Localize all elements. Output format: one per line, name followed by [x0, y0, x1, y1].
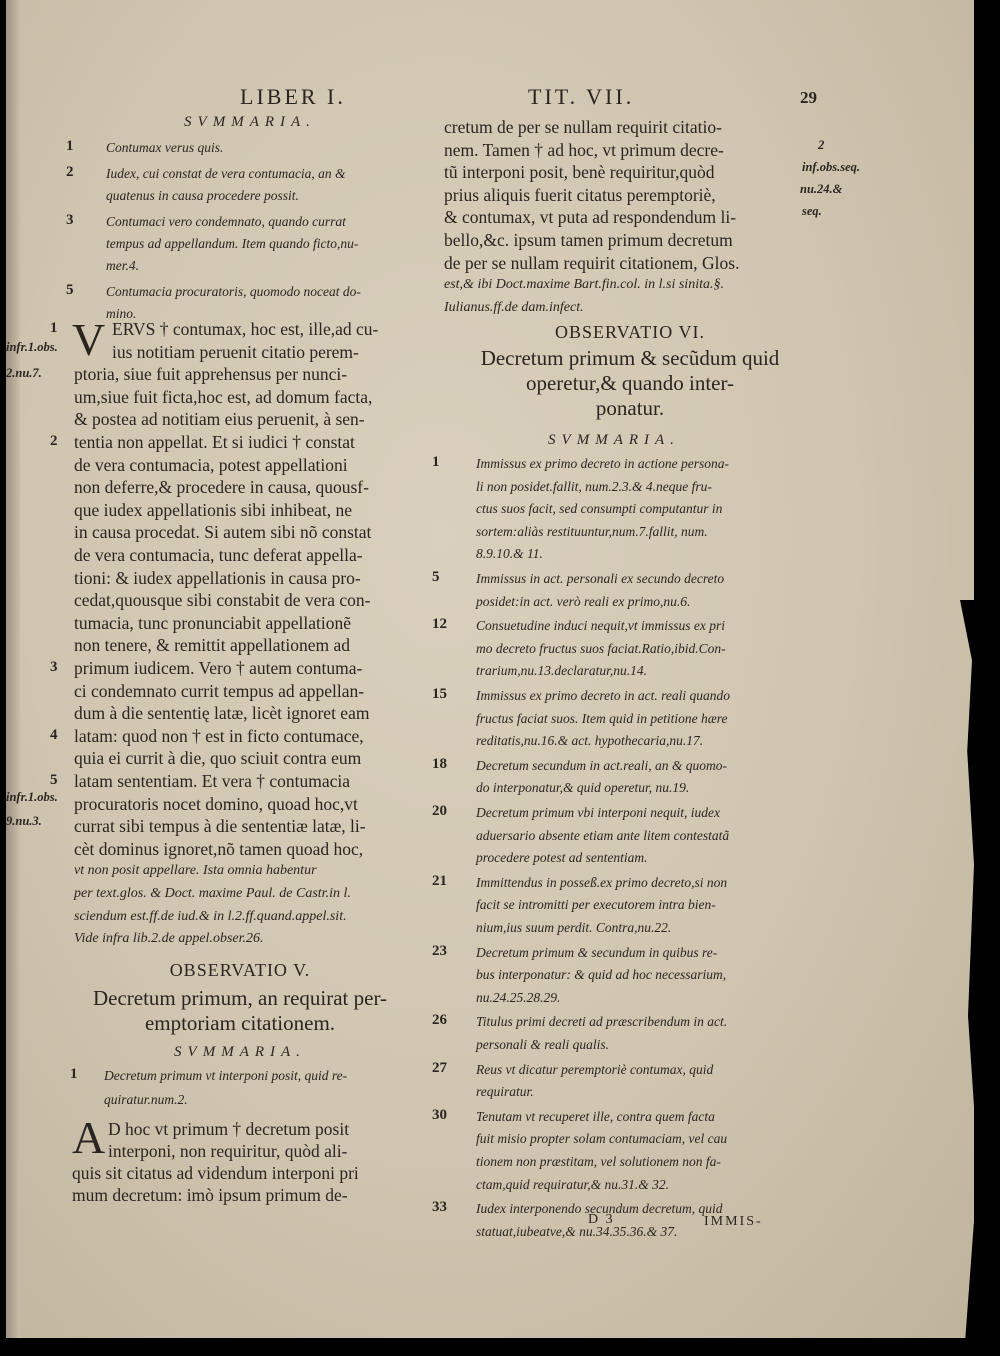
- text-line: dum à die sententię latæ, licèt ignoret eam: [74, 703, 370, 724]
- text-line: bello,&c. ipsum tamen primum decretum: [444, 230, 733, 250]
- drop-cap-a: A: [72, 1112, 106, 1163]
- summaria-line: Decretum secundum in act.reali, an & quomo-: [476, 757, 727, 773]
- text-line: non deferre,& procedere in causa, quousf-: [74, 477, 369, 498]
- text-line: procuratoris nocet domino, quoad hoc,vt: [74, 793, 358, 814]
- summaria-line: tempus ad appellandum. Item quando ficto,nu-: [106, 236, 359, 251]
- summaria-number: 18: [432, 755, 447, 772]
- line-number: 1: [50, 320, 58, 336]
- margin-note: infr.1.obs.: [6, 790, 58, 804]
- summaria-line: tionem non præstitam, vel solutionem non fa-: [476, 1154, 721, 1169]
- text-line: quis sit citatus ad videndum interponi pri: [72, 1163, 359, 1183]
- summaria-line: Iudex, cui constat de vera contumacia, an &: [106, 166, 346, 181]
- text-line: de per se nullam requirit citationem, Glos.: [444, 252, 740, 273]
- summaria-number: 26: [432, 1012, 447, 1029]
- summaria-line: quiratur.num.2.: [104, 1092, 188, 1107]
- text-line: est,& ibi Doct.maxime Bart.fin.col. in l.si sinita.§.: [444, 277, 724, 293]
- margin-note: 2: [818, 138, 825, 152]
- text-line: currat sibi tempus à die sententiæ latæ, li-: [74, 816, 366, 837]
- text-line: de vera contumacia, tunc deferat appella-: [74, 545, 363, 565]
- summaria-line: quatenus in causa procedere possit.: [106, 188, 299, 203]
- summaria-number: 1: [432, 454, 440, 470]
- text-line: tentia non appellat. Et si iudici † constat: [74, 432, 355, 452]
- margin-note: 9.nu.3.: [6, 814, 42, 828]
- summaria-line: Contumax verus quis.: [106, 140, 224, 155]
- summaria-number: 3: [66, 212, 74, 228]
- text-line: latam sententiam. Et vera † contumacia: [74, 771, 351, 791]
- text-line: per text.glos. & Doct. maxime Paul. de Castr.in l.: [74, 886, 351, 901]
- text-line: cretum de per se nullam requirit citatio-: [444, 117, 722, 137]
- summaria-line: mo decreto fructus suos faciat.Ratio,ibid.Con-: [476, 640, 726, 656]
- summaria-number: 20: [432, 803, 447, 819]
- summaria-line: nium,ius suum perdit. Contra,nu.22.: [476, 920, 672, 935]
- running-head-left: LIBER I.: [240, 84, 346, 109]
- text-line: non tenere, & remittit appellationem ad: [74, 635, 351, 656]
- summaria-line: statuat,iubeatve,& nu.34.35.36.& 37.: [476, 1223, 678, 1239]
- summaria-title-obs5: SVMMARIA.: [174, 1044, 306, 1060]
- text-line: in causa procedat. Si autem sibi nõ constat: [74, 522, 372, 543]
- heading-line: emptoriam citationem.: [144, 1011, 336, 1035]
- text-line: nem. Tamen † ad hoc, vt primum decre-: [444, 139, 724, 160]
- text-line: ius notitiam peruenit citatio perem-: [112, 341, 359, 362]
- text-line: de vera contumacia, potest appellationi: [74, 454, 348, 475]
- summaria-number: 15: [432, 686, 447, 702]
- text-line: cèt dominus ignoret,nõ tamen quoad hoc,: [74, 838, 364, 859]
- summaria-line: ctam,quid requiratur,& nu.31.& 32.: [476, 1176, 670, 1192]
- summaria-number: 27: [432, 1059, 447, 1076]
- summaria-title-right: SVMMARIA.: [548, 432, 680, 448]
- summaria-line: bus interponatur: & quid ad hoc necessarium,: [476, 967, 727, 983]
- summaria-number: 5: [66, 282, 74, 298]
- summaria-line: Decretum primum & secundum in quibus re-: [476, 944, 718, 960]
- summaria-line: Iudex interponendo secundum decretum, quid: [476, 1201, 723, 1217]
- heading-line: ponatur.: [595, 396, 665, 420]
- text-line: D hoc vt primum † decretum posit: [108, 1119, 350, 1139]
- margin-note: seq.: [802, 204, 822, 218]
- margin-note: 2.nu.7.: [6, 366, 42, 380]
- line-number: 4: [50, 726, 58, 743]
- line-number: 5: [50, 772, 58, 788]
- summaria-title-left: SVMMARIA.: [184, 114, 316, 130]
- summaria-number: 21: [432, 872, 447, 889]
- text-line: ERVS † contumax, hoc est, ille,ad cu-: [112, 319, 379, 339]
- margin-note: infr.1.obs.: [6, 340, 58, 354]
- summaria-line: personali & reali qualis.: [476, 1037, 610, 1052]
- text-line: cedat,quousque sibi constabit de vera con-: [74, 590, 371, 611]
- summaria-line: Contumacia procuratoris, quomodo noceat do-: [106, 284, 361, 299]
- summaria-number: 23: [432, 942, 447, 959]
- summaria-line: Tenutam vt recuperet ille, contra quem facta: [476, 1108, 715, 1124]
- text-line: & postea ad notitiam eius peruenit, à sen-: [74, 409, 365, 430]
- summaria-number: 30: [432, 1106, 447, 1123]
- summaria-line: do interponatur,& quid operetur, nu.19.: [476, 780, 690, 796]
- summaria-number: 1: [70, 1066, 78, 1082]
- text-line: prius aliquis fuerit citatus peremptoriè,: [444, 184, 716, 205]
- heading-line: Decretum primum, an requirat per-: [92, 986, 388, 1010]
- summaria-line: mino.: [106, 306, 137, 321]
- text-line: primum iudicem. Vero † autem contuma-: [74, 658, 363, 678]
- text-line: vt non posit appellare. Ista omnia habentur: [74, 863, 317, 879]
- catchword: IMMIS-: [704, 1214, 763, 1229]
- heading-line: Decretum primum & secũdum quid: [480, 346, 780, 370]
- text-line: quia ei currit à die, quo sciuit contra eum: [74, 748, 362, 769]
- summaria-line: Decretum primum vt interponi posit, quid re-: [104, 1068, 348, 1083]
- summaria-line: Immissus in act. personali ex secundo decreto: [476, 571, 725, 586]
- observation-5-title: OBSERVATIO V.: [169, 960, 311, 980]
- binding-gutter: [6, 0, 20, 1338]
- summaria-line: trarium,nu.13.declaratur,nu.14.: [476, 663, 648, 679]
- summaria-line: Immissus ex primo decreto in act. reali quando: [476, 688, 730, 703]
- summaria-number: 5: [432, 569, 440, 585]
- summaria-line: fuit misio propter solam contumaciam, vel cau: [476, 1131, 728, 1147]
- text-line: ci condemnato currit tempus ad appellan-: [74, 680, 365, 701]
- observation-6-title: OBSERVATIO VI.: [555, 322, 705, 342]
- running-head-center: TIT. VII.: [528, 84, 635, 109]
- summaria-line: Reus vt dicatur peremptoriè contumax, quid: [476, 1061, 714, 1077]
- summaria-line: Titulus primi decreti ad præscribendum in act.: [476, 1014, 728, 1030]
- text-line: & contumax, vt puta ad respondendum li-: [444, 207, 737, 228]
- summaria-number: 12: [432, 616, 447, 633]
- line-number: 2: [50, 433, 58, 449]
- observation-6-heading: [440, 346, 820, 421]
- signature-mark: D 3: [588, 1212, 615, 1227]
- text-line: tumacia, tunc pronunciabit appellationẽ: [74, 612, 351, 633]
- summaria-number: 2: [66, 164, 74, 180]
- heading-line: operetur,& quando inter-: [525, 371, 735, 395]
- margin-note: inf.obs.seq.: [802, 160, 860, 174]
- summaria-line: Contumaci vero condemnato, quando currat: [106, 214, 346, 229]
- summaria-line: Immittendus in posseß.ex primo decreto,si non: [476, 874, 728, 890]
- summaria-line: procedere potest ad sententiam.: [476, 850, 648, 866]
- text-line: mum decretum: imò ipsum primum de-: [72, 1185, 348, 1205]
- text-line: que iudex appellationis sibi inhibeat, ne: [74, 499, 352, 520]
- summaria-line: Immissus ex primo decreto in actione persona-: [476, 456, 729, 471]
- drop-cap-v: V: [72, 314, 106, 365]
- text-line: sciendum est.ff.de iud.& in l.2.ff.quand.appel.sit.: [74, 908, 347, 924]
- summaria-line: Decretum primum vbi interponi nequit, iudex: [476, 805, 720, 820]
- observation-5-heading: [50, 986, 430, 1036]
- summaria-line: mer.4.: [106, 258, 139, 273]
- text-line: interponi, non requiritur, quòd ali-: [108, 1141, 348, 1161]
- summaria-number: 1: [66, 138, 74, 154]
- summaria-line: posidet:in act. verò reali ex primo,nu.6.: [476, 593, 691, 609]
- text-line: tũ interponi posit, benè requiritur,quòd: [444, 162, 715, 183]
- summaria-line: nu.24.25.28.29.: [476, 989, 561, 1005]
- text-line: Iulianus.ff.de dam.infect.: [444, 299, 584, 315]
- summaria-line: 8.9.10.& 11.: [476, 546, 543, 562]
- text-line: Vide infra lib.2.de appel.obser.26.: [74, 931, 264, 947]
- summaria-line: sortem:aliàs restituuntur,num.7.fallit, num.: [476, 523, 708, 539]
- line-number: 3: [50, 659, 58, 675]
- page-number: 29: [800, 88, 817, 107]
- summaria-line: facit se intromitti per executorem intra bien-: [476, 897, 716, 913]
- summaria-line: li non posidet.fallit, num.2.3.& 4.neque fru-: [476, 478, 712, 494]
- summaria-line: Consuetudine induci nequit,vt immissus ex pri: [476, 618, 725, 634]
- text-line: tioni: & iudex appellationis in causa pro-: [74, 567, 361, 588]
- summaria-number: 33: [432, 1199, 447, 1216]
- margin-note: nu.24.&: [800, 182, 843, 196]
- summaria-line: ctus suos facit, sed consumpti computantur in: [476, 501, 723, 517]
- summaria-line: aduersario absente etiam ante litem contestatã: [476, 827, 730, 843]
- summaria-line: fructus faciat suos. Item quid in petitione hære: [476, 710, 728, 726]
- summaria-line: reditatis,nu.16.& act. hypothecaria,nu.17.: [476, 733, 704, 749]
- text-line: latam: quod non † est in ficto contumace,: [74, 725, 364, 746]
- text-line: um,siue fuit ficta,hoc est, ad domum facta,: [74, 386, 373, 407]
- text-line: ptoria, siue fuit apprehensus per nunci-: [74, 364, 348, 385]
- summaria-line: requiratur.: [476, 1084, 534, 1100]
